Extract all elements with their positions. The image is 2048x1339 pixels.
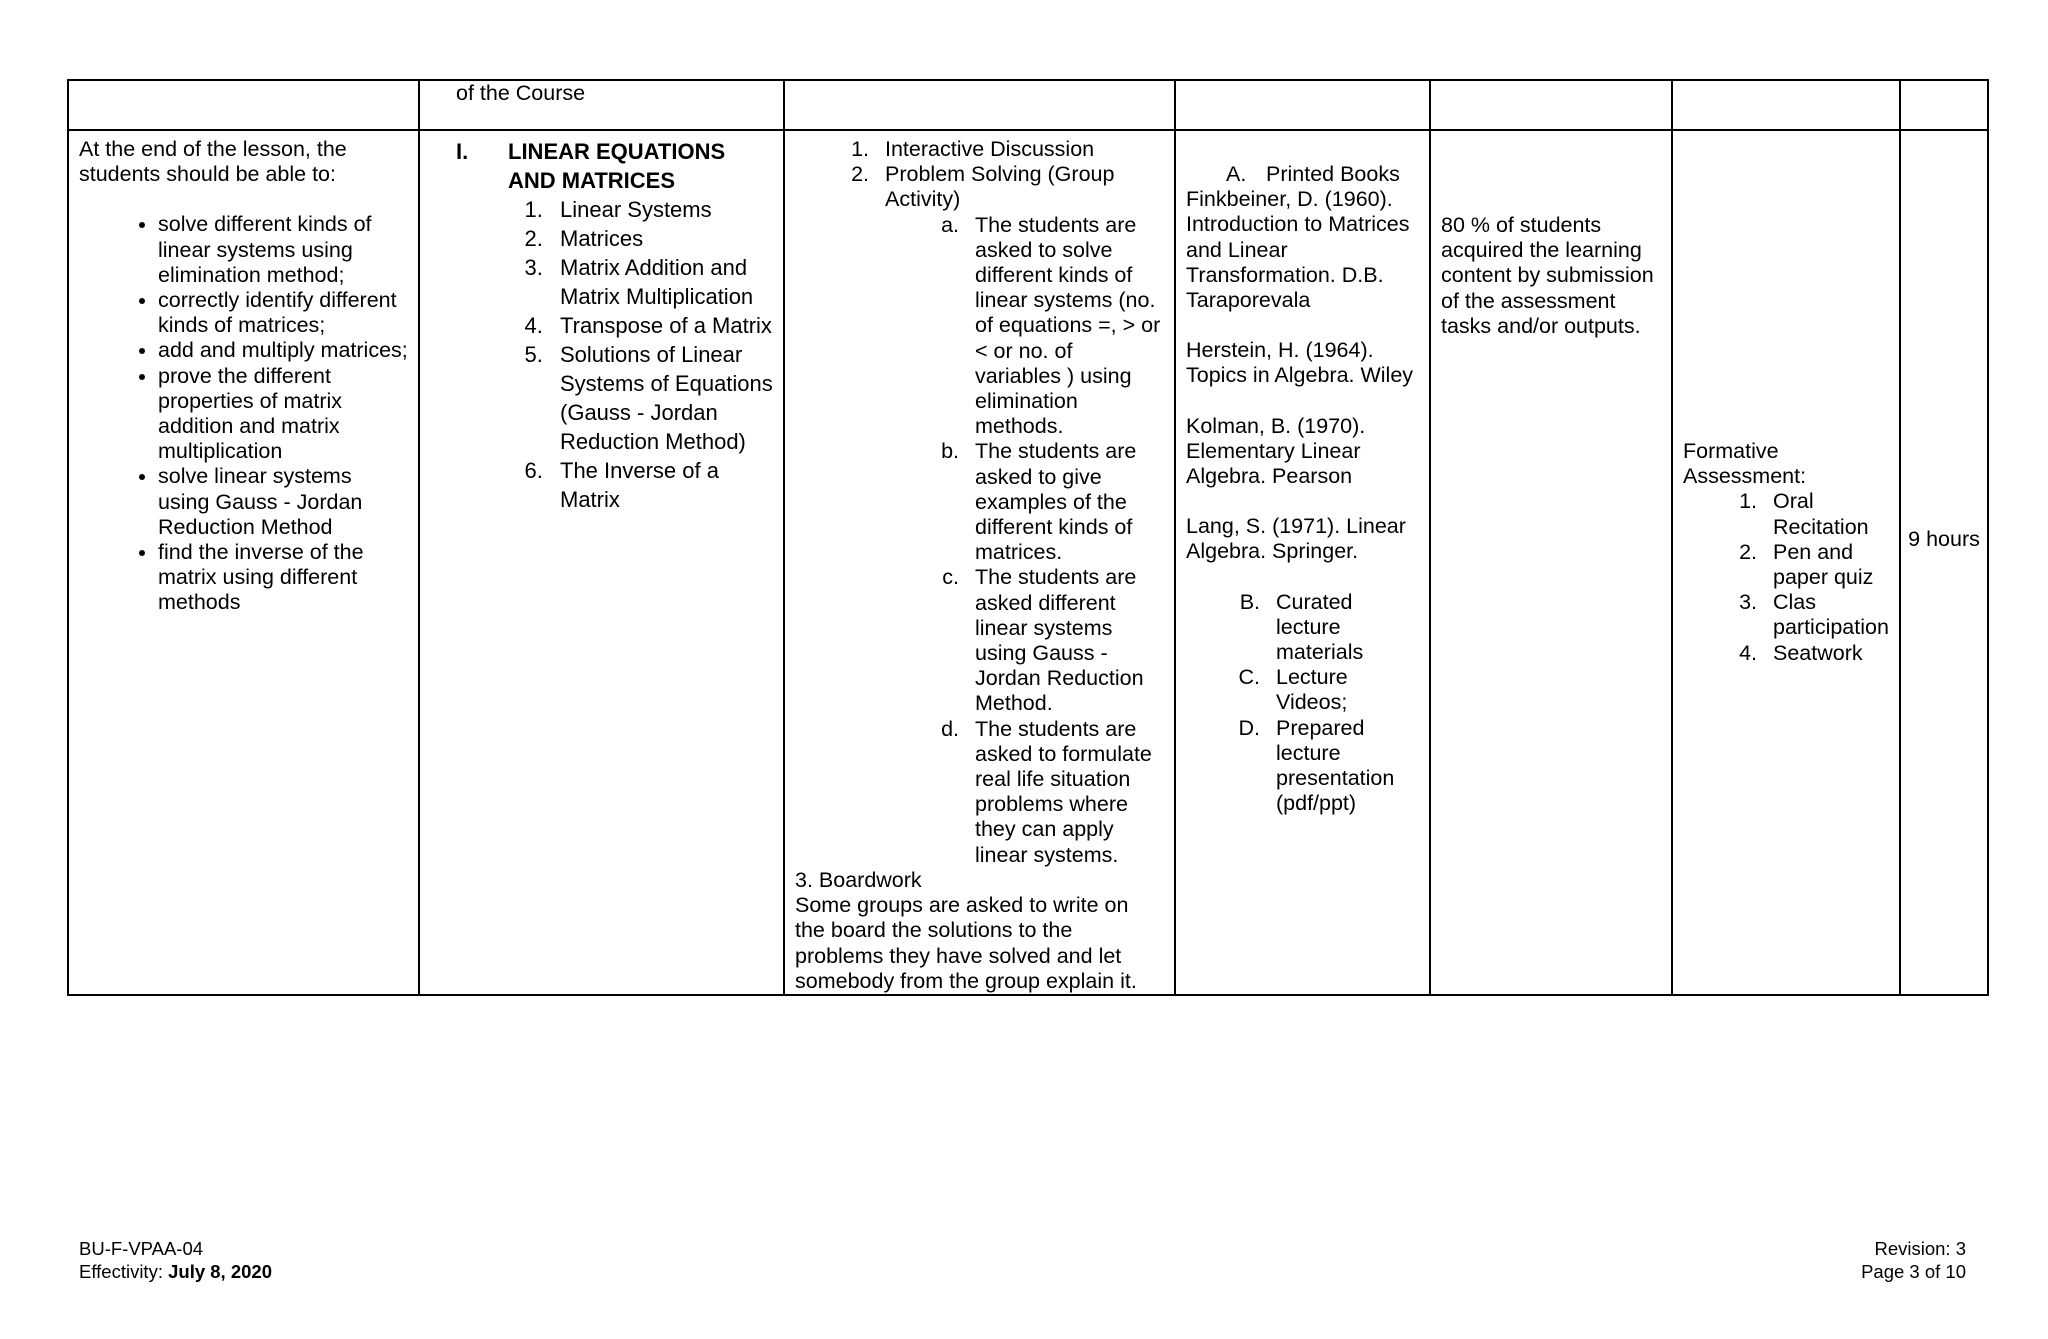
continuation-row [68, 80, 1988, 130]
activity-item [875, 162, 1164, 868]
footer-right [1861, 1237, 1966, 1283]
other-resources-list [1186, 590, 1419, 817]
activities-cell-empty [784, 80, 1175, 130]
activity-item-label: Problem Solving (Group Activity) [885, 162, 1115, 212]
evaluation-item: 1. Oral Recitation [1763, 489, 1889, 539]
outcomes-cell-empty [68, 80, 419, 130]
topic-cell [419, 130, 784, 995]
performance-target-cell [1430, 130, 1672, 995]
outcome-item: • find the inverse of the matrix using different methods [158, 540, 408, 616]
resource-item: C. Lecture Videos; [1266, 665, 1419, 715]
book-reference: Finkbeiner, D. (1960). Introduction to Matrices and Linear Transformation. D.B. Taraporevala [1186, 187, 1410, 313]
form-code: BU-F-VPAA-04 [79, 1238, 204, 1259]
activity-sub-item: b. The students are asked to give examples of the different kinds of matrices. [965, 439, 1164, 565]
resources-cell [1175, 130, 1430, 995]
effectivity-label: Effectivity: [79, 1261, 163, 1282]
printed-books-heading [1186, 162, 1419, 187]
subtopic-item: 4. Transpose of a Matrix [549, 311, 773, 340]
evaluation-cell-empty [1672, 80, 1900, 130]
time-allotment-cell [1900, 130, 1988, 995]
subtopic-item: 6. The Inverse of a Matrix [549, 456, 773, 514]
resource-item: D. Prepared lecture presentation (pdf/ppt) [1266, 716, 1419, 817]
printed-books-label: Printed Books [1266, 162, 1400, 186]
outcome-item: • correctly identify different kinds of matrices; [158, 288, 408, 338]
time-cell-empty [1900, 80, 1988, 130]
subtopic-item: 1. Linear Systems [549, 195, 773, 224]
subtopic-item: 3. Matrix Addition and Matrix Multiplication [549, 253, 773, 311]
activity-sub-item: a. The students are asked to solve different kinds of linear systems (no. of equations =, > or < or no. of variables ) using elimination methods. [965, 213, 1164, 440]
topic-title: LINEAR EQUATIONS AND MATRICES [508, 139, 726, 193]
activity-item: 1. Interactive Discussion [875, 137, 1164, 162]
resource-item: B. Curated lecture materials [1266, 590, 1419, 666]
outcomes-list [79, 212, 408, 615]
book-reference: Kolman, B. (1970). Elementary Linear Algebra. Pearson [1186, 413, 1366, 489]
time-allotment-value: 9 hours [1908, 527, 1980, 551]
footer-left [79, 1237, 272, 1283]
book-reference: Herstein, H. (1964). Topics in Algebra. Wiley [1186, 338, 1414, 388]
topic-numeral: I. [456, 139, 469, 164]
course-syllabus-table [67, 79, 1989, 996]
topic-cell-continued [419, 80, 784, 130]
performance-target-text: 80 % of students acquired the learning content by submission of the assessment tasks and/or outputs. [1441, 213, 1654, 338]
effectivity-date: July 8, 2020 [168, 1261, 272, 1282]
activity-sub-item: d. The students are asked to formulate real life situation problems where they can apply linear systems. [965, 717, 1164, 868]
subtopic-list [456, 195, 773, 514]
boardwork-text: Some groups are asked to write on the board the solutions to the problems they have solved and let somebody from the group explain it. [795, 893, 1137, 993]
outcome-item: • prove the different properties of matrix addition and matrix multiplication [158, 364, 408, 465]
activity-list [795, 137, 1164, 868]
lesson-row [68, 130, 1988, 995]
page-number: Page 3 of 10 [1861, 1261, 1966, 1282]
evaluation-list [1683, 489, 1889, 665]
outcome-item: • solve different kinds of linear systems using elimination method; [158, 212, 408, 288]
evaluation-item: 4. Seatwork [1763, 641, 1889, 666]
resources-cell-empty [1175, 80, 1430, 130]
topic-heading [456, 137, 773, 195]
topic-continuation-text: of the Course [456, 81, 586, 105]
book-reference: Lang, S. (1971). Linear Algebra. Springer. [1186, 514, 1406, 564]
subtopic-item: 2. Matrices [549, 224, 773, 253]
outcome-item: • solve linear systems using Gauss - Jordan Reduction Method [158, 464, 408, 540]
teaching-activities-cell [784, 130, 1175, 995]
evaluation-item: 2. Pen and paper quiz [1763, 540, 1889, 590]
subtopic-item: 5. Solutions of Linear Systems of Equations (Gauss - Jordan Reduction Method) [549, 340, 773, 456]
evaluation-heading: Formative Assessment: [1683, 439, 1807, 489]
evaluation-cell [1672, 130, 1900, 995]
learning-outcomes-cell [68, 130, 419, 995]
evaluation-item: 3. Clas participation [1763, 590, 1889, 640]
printed-books-marker: A. [1226, 162, 1247, 186]
outcome-item: • add and multiply matrices; [158, 338, 408, 363]
effectivity-line [79, 1260, 272, 1283]
target-cell-empty [1430, 80, 1672, 130]
activity-sub-item: c. The students are asked different linear systems using Gauss - Jordan Reduction Method. [965, 565, 1164, 716]
revision-number: Revision: 3 [1874, 1238, 1966, 1259]
activity-sub-list [795, 213, 1164, 868]
boardwork-title: 3. Boardwork [795, 867, 922, 892]
outcomes-intro: At the end of the lesson, the students should be able to: [79, 137, 347, 187]
